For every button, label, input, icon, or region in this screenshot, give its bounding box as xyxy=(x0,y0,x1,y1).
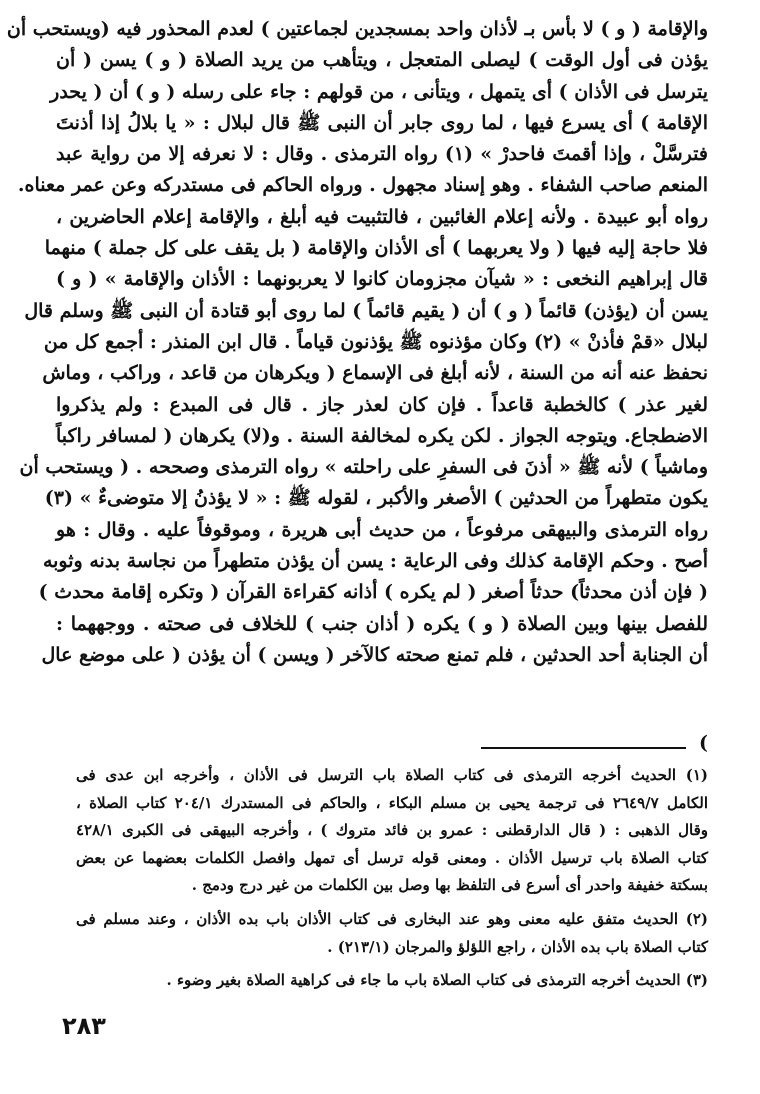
separator-rule xyxy=(481,747,686,749)
body-line: أن الجنابة أحد الحدثين ، فلم تمنع صحته كالآخر ( ويسن ) أن يؤذن ( على موضع عال xyxy=(41,643,708,666)
main-body-text xyxy=(6,14,708,671)
body-line: والإقامة ( و ) لا بأس بـ لأذان واحد بمسجدين لجماعتين ) لعدم المحذور فيه (ويستحب أن xyxy=(6,18,708,40)
footnote-separator xyxy=(56,730,708,760)
body-line: فلا حاجة إليه فيها ( ولا يعربهما ) أى الأذان والإقامة ( بل يقف على كل جملة ) منهما xyxy=(44,237,708,260)
body-line: لغير عذر ) كالخطبة قاعداً . فإن كان لعذر جاز . قال فى المبدع : ولم يذكروا xyxy=(56,393,708,416)
body-line: يكون متطهراً من الحدثين ) الأصغر والأكبر ، لقوله ﷺ : « لا يؤذنُ إلا متوضىءٌ » (٣) xyxy=(44,487,708,510)
footnote-line: (١) الحديث أخرجه الترمذى فى كتاب الصلاة باب الترسل فى الأذان ، وأخرجه ابن عدى فى xyxy=(76,766,709,784)
body-line: الإقامة ) أى يسرع فيها ، لما روى جابر أن النبى ﷺ قال لبلال : « يا بلالُ إذا أذنتَ xyxy=(56,111,708,134)
body-line: رواه الترمذى والبيهقى مرفوعاً ، من حديث أبى هريرة ، وموقوفاً عليه . وقال : هو xyxy=(56,518,708,541)
body-line: المنعم صاحب الشفاء . وهو إسناد مجهول . ورواه الحاكم فى مستدركه وعن عمر معناه. xyxy=(17,174,708,197)
body-line: نحفظ عنه أنه من السنة ، لأنه أبلغ فى الإسماع ( ويكرهان من قاعد ، وراكب ، وماش xyxy=(42,362,708,385)
body-line: يؤذن فى أول الوقت ) ليصلى المتعجل ، ويتأهب من يريد الصلاة ( و ) يسن ( أن xyxy=(56,49,708,72)
page-number: ٢٨٣ xyxy=(62,1012,106,1040)
footnote-line: بسكتة خفيفة واحدر أى أسرع فى التلفظ بها وصل بين الكلمات من غير درج ودمج . xyxy=(191,876,708,895)
body-line: لبلال «قمْ فأذنْ » (٢) وكان مؤذنوه ﷺ يؤذنون قياماً . قال ابن المنذر : أجمع كل من xyxy=(43,330,708,353)
body-line: يسن أن (يؤذن) قائماً ( و ) أن ( يقيم قائماً ) لما روى أبو قتادة أن النبى ﷺ وسلم قال xyxy=(24,299,708,322)
closing-paren: ) xyxy=(699,732,708,754)
footnotes xyxy=(76,762,708,995)
footnote-line: كتاب الصلاة باب ترسيل الأذان . ومعنى قوله ترسل أى تمهل وافصل الكلمات بعضهما عن بعض xyxy=(76,848,708,867)
body-line: يترسل فى الأذان ) أى يتمهل ، ويتأنى ، من قولهم : جاء على رسله ( و ) أن ( يحدر xyxy=(50,80,708,103)
body-line: قال إبراهيم النخعى : « شيآن مجزومان كانوا لا يعربونهما : الأذان والإقامة » ( و ) xyxy=(56,268,708,291)
body-line: فترسَّلْ ، وإذا أقمتَ فاحدرْ » (١) رواه الترمذى . وقال : لا نعرفه إلا من رواية عبد xyxy=(56,143,708,166)
body-line: الاضطجاع. ويتوجه الجواز . لكن يكره لمخالفة السنة . و(لا) يكرهان ( لمسافر راكباً xyxy=(56,424,708,447)
footnote-line: كتاب الصلاة باب بده الأذان ، راجع اللؤلؤ والمرجان (٢١٣/١) . xyxy=(327,937,708,956)
body-line: وماشياً ) لأنه ﷺ « أذنَ فى السفرِ على راحلته » رواه الترمذى وصححه . ( ويستحب أن xyxy=(19,456,708,479)
body-line: للفصل بينها وبين الصلاة ( و ) يكره ( أذان جنب ) للخلاف فى صحته . ووجههما : xyxy=(56,612,708,635)
footnote-line: وقال الذهبى : ( قال الدارقطنى : عمرو بن فائد متروك ) ، وأخرجه البيهقى فى الكبرى ٤٢٨/١ xyxy=(76,821,708,840)
footnote-line: (٣) الحديث أخرجه الترمذى فى كتاب الصلاة باب ما جاء فى كراهية الصلاة بغير وضوء . xyxy=(166,971,708,990)
body-line: رواه أبو عبيدة . ولأنه إعلام الغائبين ، فالتثبيت فيه أبلغ ، والإقامة إعلام الحاضرين ، xyxy=(56,205,708,228)
footnote-line: الكامل ٢٦٤٩/٧ فى ترجمة يحيى بن مسلم البكاء ، والحاكم فى المستدرك ٢٠٤/١ كتاب الصلاة ، xyxy=(76,793,708,812)
body-line: أصح . وحكم الإقامة كذلك وفى الرعاية : يسن أن يؤذن متطهراً من نجاسة بدنه وثوبه xyxy=(42,550,708,573)
footnote-line: (٢) الحديث متفق عليه معنى وهو عند البخارى فى كتاب الأذان باب بده الأذان ، وعند مسلم فى xyxy=(76,909,708,928)
body-line: ( فإن أذن محدثاً) حدثاً أصغر ( لم يكره ) أذانه كقراءة القرآن ( وتكره إقامة محدث ) xyxy=(38,581,708,604)
